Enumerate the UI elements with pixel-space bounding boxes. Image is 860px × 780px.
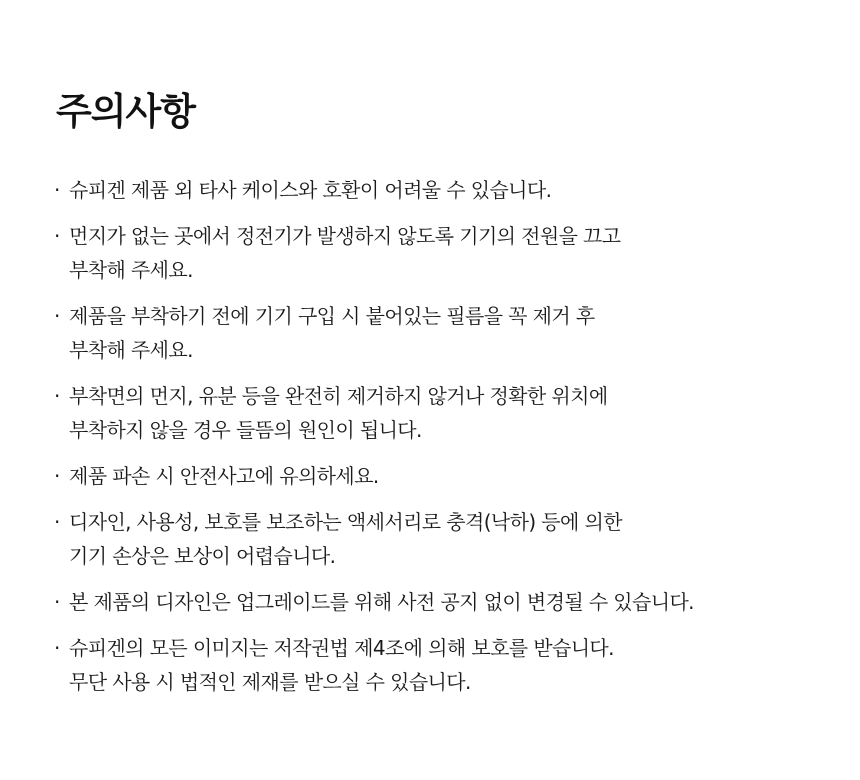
notice-text-line: 기기 손상은 보상이 어렵습니다. bbox=[69, 544, 336, 568]
notice-item bbox=[52, 631, 842, 699]
notice-item bbox=[52, 219, 842, 287]
page-title: 주의사항 bbox=[56, 90, 195, 133]
bullet-dot-icon: · bbox=[54, 464, 60, 488]
notice-item bbox=[52, 585, 842, 619]
notice-text-line: 부착해 주세요. bbox=[69, 338, 193, 362]
bullet-dot-icon: · bbox=[54, 384, 60, 408]
notice-text-line: 무단 사용 시 법적인 제재를 받으실 수 있습니다. bbox=[69, 670, 471, 694]
notice-item bbox=[52, 505, 842, 573]
notice-text-line: 본 제품의 디자인은 업그레이드를 위해 사전 공지 없이 변경될 수 있습니다. bbox=[69, 590, 694, 614]
bullet-dot-icon: · bbox=[54, 636, 60, 660]
notice-text-line: 먼지가 없는 곳에서 정전기가 발생하지 않도록 기기의 전원을 끄고 bbox=[69, 224, 621, 248]
notice-item bbox=[52, 173, 842, 207]
notice-text-line: 슈피겐의 모든 이미지는 저작권법 제4조에 의해 보호를 받습니다. bbox=[69, 636, 614, 660]
notice-text-line: 부착하지 않을 경우 들뜸의 원인이 됩니다. bbox=[69, 418, 422, 442]
bullet-dot-icon: · bbox=[54, 178, 60, 202]
notice-text-line: 슈피겐 제품 외 타사 케이스와 호환이 어려울 수 있습니다. bbox=[69, 178, 552, 202]
notice-item bbox=[52, 459, 842, 493]
bullet-dot-icon: · bbox=[54, 224, 60, 248]
notice-text-line: 디자인, 사용성, 보호를 보조하는 액세서리로 충격(낙하) 등에 의한 bbox=[69, 510, 622, 534]
notice-text-line: 부착해 주세요. bbox=[69, 258, 193, 282]
bullet-dot-icon: · bbox=[54, 304, 60, 328]
notice-text-line: 제품을 부착하기 전에 기기 구입 시 붙어있는 필름을 꼭 제거 후 bbox=[69, 304, 595, 328]
notice-item bbox=[52, 379, 842, 447]
notice-item bbox=[52, 299, 842, 367]
bullet-dot-icon: · bbox=[54, 590, 60, 614]
notice-list bbox=[52, 173, 842, 711]
notice-text-line: 제품 파손 시 안전사고에 유의하세요. bbox=[69, 464, 379, 488]
notice-text-line: 부착면의 먼지, 유분 등을 완전히 제거하지 않거나 정확한 위치에 bbox=[69, 384, 608, 408]
bullet-dot-icon: · bbox=[54, 510, 60, 534]
